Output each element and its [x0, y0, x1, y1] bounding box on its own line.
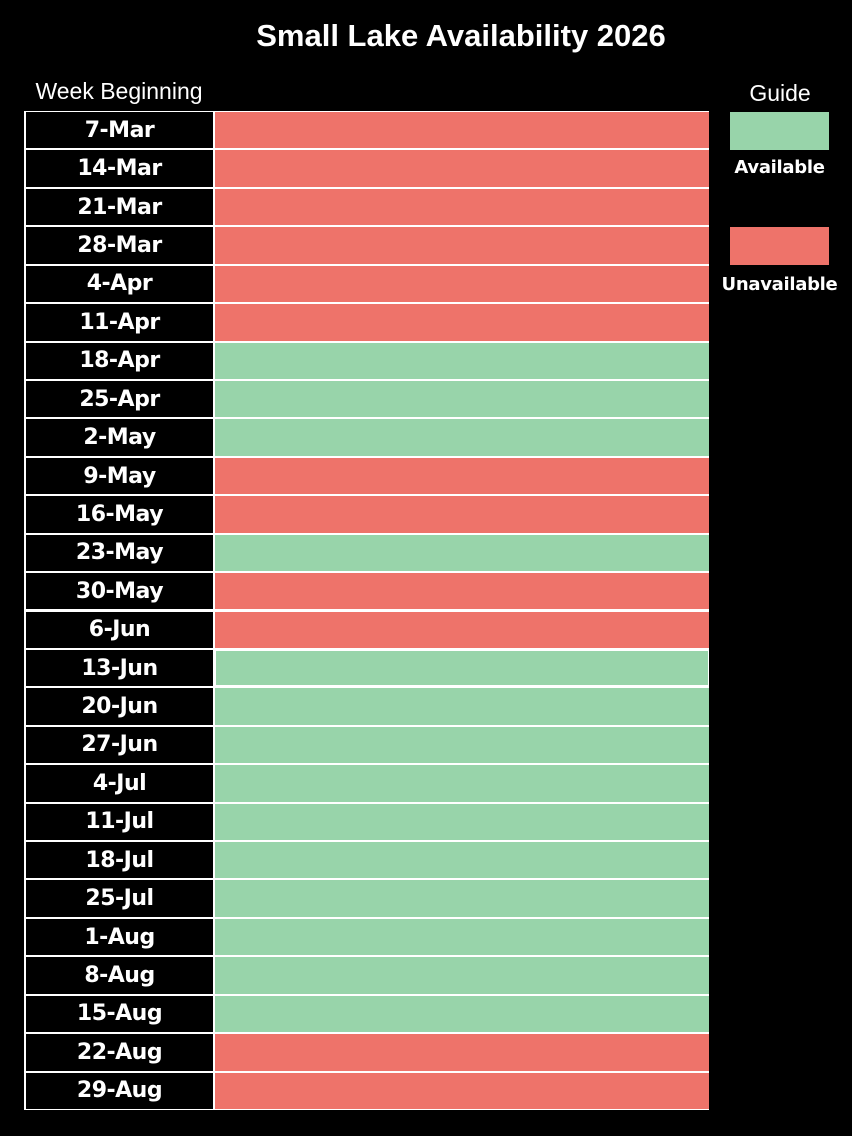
- week-date-cell: 7-Mar: [26, 112, 213, 148]
- week-beginning-header: Week Beginning: [35, 78, 203, 104]
- week-date-cell: 16-May: [26, 496, 213, 532]
- unavailable-label: Unavailable: [721, 274, 838, 295]
- table-row: [24, 380, 709, 418]
- availability-status-cell-available: [215, 996, 709, 1032]
- availability-status-cell-unavailable: [215, 112, 709, 148]
- table-row: [24, 534, 709, 572]
- week-date-cell: 4-Jul: [26, 765, 213, 801]
- week-date-cell: 8-Aug: [26, 957, 213, 993]
- week-date-cell: 9-May: [26, 458, 213, 494]
- availability-status-cell-unavailable: [215, 150, 709, 186]
- week-date-cell: 20-Jun: [26, 688, 213, 724]
- availability-status-cell-unavailable: [215, 496, 709, 532]
- availability-status-cell-unavailable: [215, 266, 709, 302]
- availability-status-cell-unavailable: [215, 573, 709, 609]
- unavailable-swatch: [730, 227, 829, 265]
- availability-status-cell-unavailable: [215, 304, 709, 340]
- table-row: [24, 418, 709, 456]
- week-date-cell: 30-May: [26, 573, 213, 609]
- availability-status-cell-available: [215, 957, 709, 993]
- available-swatch: [730, 112, 829, 150]
- week-date-cell: 21-Mar: [26, 189, 213, 225]
- availability-status-cell-available: [215, 804, 709, 840]
- availability-table: [24, 111, 709, 1110]
- availability-status-cell-available: [215, 688, 709, 724]
- week-date-cell: 18-Jul: [26, 842, 213, 878]
- week-date-cell: 11-Apr: [26, 304, 213, 340]
- table-row: [24, 226, 709, 264]
- availability-status-cell-available: [215, 535, 709, 571]
- table-row: [24, 918, 709, 956]
- availability-status-cell-unavailable: [215, 1073, 709, 1109]
- table-row: [24, 841, 709, 879]
- table-row: [24, 764, 709, 802]
- available-label: Available: [734, 157, 825, 178]
- availability-status-cell-available: [215, 765, 709, 801]
- table-row: [24, 303, 709, 341]
- table-row: [24, 457, 709, 495]
- table-row: [24, 995, 709, 1033]
- table-row: [24, 879, 709, 917]
- availability-status-cell-available: [215, 343, 709, 379]
- table-row: [24, 1072, 709, 1110]
- availability-status-cell-unavailable: [215, 612, 709, 648]
- table-row: [24, 649, 709, 687]
- table-row: [24, 687, 709, 725]
- week-date-cell: 2-May: [26, 419, 213, 455]
- table-row: [24, 111, 709, 149]
- table-row: [24, 265, 709, 303]
- availability-status-cell-unavailable: [215, 189, 709, 225]
- availability-status-cell-unavailable: [215, 227, 709, 263]
- week-date-cell: 15-Aug: [26, 996, 213, 1032]
- week-date-cell: 22-Aug: [26, 1034, 213, 1070]
- week-date-cell: 28-Mar: [26, 227, 213, 263]
- availability-status-cell-unavailable: [215, 458, 709, 494]
- page-title: Small Lake Availability 2026: [256, 18, 666, 53]
- availability-status-cell-available: [215, 919, 709, 955]
- week-date-cell: 11-Jul: [26, 804, 213, 840]
- guide-header: Guide: [749, 80, 811, 106]
- table-row: [24, 572, 709, 610]
- availability-status-cell-available: [215, 842, 709, 878]
- week-date-cell: 13-Jun: [26, 650, 213, 686]
- week-date-cell: 1-Aug: [26, 919, 213, 955]
- week-date-cell: 25-Apr: [26, 381, 213, 417]
- table-row: [24, 149, 709, 187]
- week-date-cell: 25-Jul: [26, 880, 213, 916]
- week-date-cell: 6-Jun: [26, 612, 213, 648]
- availability-status-cell-available: [215, 381, 709, 417]
- table-row: [24, 495, 709, 533]
- week-date-cell: 18-Apr: [26, 343, 213, 379]
- table-row: [24, 342, 709, 380]
- table-row: [24, 956, 709, 994]
- table-row: [24, 726, 709, 764]
- availability-status-cell-available: [215, 727, 709, 763]
- table-row: [24, 1033, 709, 1071]
- week-date-cell: 27-Jun: [26, 727, 213, 763]
- week-date-cell: 14-Mar: [26, 150, 213, 186]
- table-row: [24, 803, 709, 841]
- availability-status-cell-available: [215, 419, 709, 455]
- week-date-cell: 4-Apr: [26, 266, 213, 302]
- table-row: [24, 611, 709, 649]
- availability-status-cell-available: [215, 880, 709, 916]
- table-row: [24, 188, 709, 226]
- week-date-cell: 29-Aug: [26, 1073, 213, 1109]
- week-date-cell: 23-May: [26, 535, 213, 571]
- availability-status-cell-available: [215, 650, 709, 686]
- availability-status-cell-unavailable: [215, 1034, 709, 1070]
